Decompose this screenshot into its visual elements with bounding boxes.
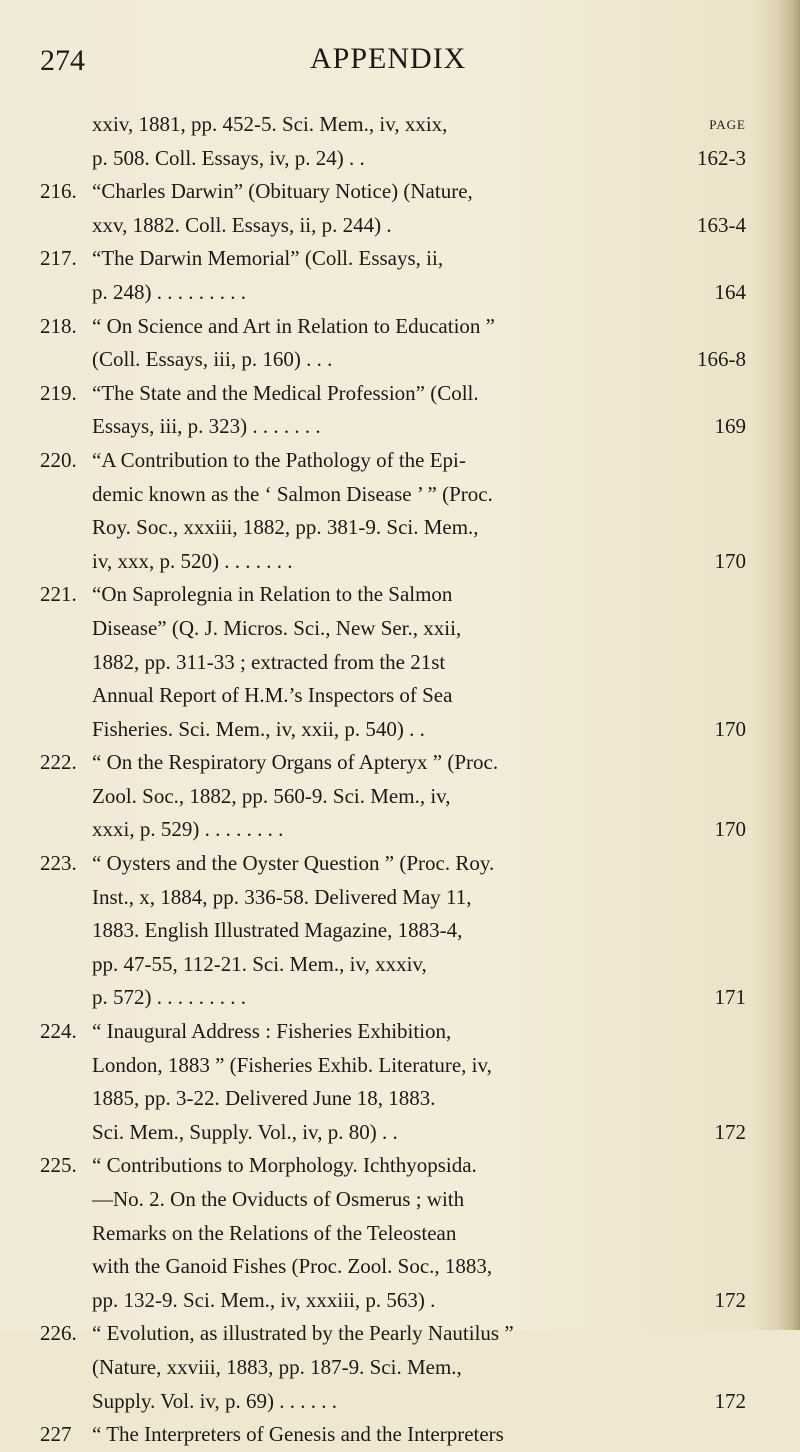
entry-line (40, 142, 746, 176)
page-edge-shadow (778, 0, 800, 1330)
bibliography-entry (40, 242, 746, 309)
running-head: APPENDIX (310, 42, 467, 75)
bibliography-entry (40, 175, 746, 242)
entry-text: (Nature, xxviii, 1883, pp. 187-9. Sci. Mem., (92, 1354, 462, 1379)
entry-line (40, 713, 746, 747)
entry-page-ref: 162-3 (697, 145, 746, 170)
entry-page-ref: 172 (714, 1287, 746, 1312)
entry-text: Sci. Mem., Supply. Vol., iv, p. 80) . . (92, 1119, 398, 1144)
entry-text: 1885, pp. 3-22. Delivered June 18, 1883. (92, 1086, 436, 1111)
entry-text: Supply. Vol. iv, p. 69) . . . . . . (92, 1388, 338, 1413)
entry-number: 226. (40, 1321, 77, 1346)
bibliography-entry (40, 578, 746, 746)
entry-text: “ The Interpreters of Genesis and the Interpreters (92, 1422, 504, 1447)
entry-number: 218. (40, 313, 77, 338)
entry-line (40, 1385, 746, 1419)
entry-text: “ On the Respiratory Organs of Apteryx ” (Proc. (92, 750, 499, 775)
entry-line (40, 881, 746, 915)
entry-text: xxiv, 1881, pp. 452-5. Sci. Mem., iv, xxix, (92, 112, 448, 136)
entry-line (40, 948, 746, 982)
entry-line (40, 377, 746, 411)
entry-text: 1882, pp. 311-33 ; extracted from the 21st (92, 649, 446, 674)
entry-text: p. 572) . . . . . . . . . (92, 985, 246, 1010)
entry-number: 219. (40, 380, 77, 405)
entry-text: —No. 2. On the Oviducts of Osmerus ; with (92, 1187, 465, 1211)
entry-line (40, 1116, 746, 1150)
entry-line (40, 578, 746, 612)
entry-line (40, 914, 746, 948)
entry-text: “ On Science and Art in Relation to Education ” (92, 313, 495, 338)
page-number: 274 (40, 44, 85, 77)
entry-line (40, 1183, 746, 1217)
entry-line (40, 478, 746, 512)
entry-line (40, 1015, 746, 1049)
entry-text: iv, xxx, p. 520) . . . . . . . (92, 548, 293, 573)
entry-line (40, 410, 746, 444)
bibliography-entry (40, 847, 746, 1015)
entry-number: 221. (40, 582, 77, 607)
entry-page-ref: 170 (714, 548, 746, 573)
entry-line (40, 981, 746, 1015)
entry-number: 223. (40, 851, 77, 876)
entry-text: p. 508. Coll. Essays, iv, p. 24) . . (92, 145, 365, 170)
entry-line (40, 108, 746, 142)
entry-text: xxxi, p. 529) . . . . . . . . (92, 817, 284, 842)
entry-number: 216. (40, 179, 77, 204)
entry-line (40, 1082, 746, 1116)
entry-number: 225. (40, 1153, 77, 1178)
entry-page-ref: 164 (714, 279, 746, 304)
entry-line (40, 1418, 746, 1452)
bibliography-entry (40, 746, 746, 847)
entry-number: 222. (40, 750, 77, 775)
entry-page-ref: 171 (714, 985, 746, 1010)
entry-line (40, 612, 746, 646)
entry-text: Roy. Soc., xxxiii, 1882, pp. 381-9. Sci. Mem., (92, 515, 479, 540)
entry-line (40, 1149, 746, 1183)
entry-line (40, 545, 746, 579)
entry-number: 217. (40, 246, 77, 271)
entry-number: 227 (40, 1422, 72, 1447)
bibliography-entry (40, 377, 746, 444)
entry-text: “ Contributions to Morphology. Ichthyopsida. (92, 1153, 477, 1178)
entry-line (40, 746, 746, 780)
entry-page-ref: 163-4 (697, 212, 746, 237)
entry-line (40, 310, 746, 344)
entry-line (40, 209, 746, 243)
entry-text: “ Inaugural Address : Fisheries Exhibition, (92, 1019, 452, 1044)
entry-line (40, 343, 746, 377)
entry-text: London, 1883 ” (Fisheries Exhib. Literature, iv, (92, 1052, 492, 1077)
entry-text: “ Evolution, as illustrated by the Pearly Nautilus ” (92, 1321, 514, 1346)
entry-text: “ Oysters and the Oyster Question ” (Proc. Roy. (92, 851, 495, 876)
entry-text: with the Ganoid Fishes (Proc. Zool. Soc., 1883, (92, 1254, 493, 1279)
entry-text: demic known as the ‘ Salmon Disease ’ ” (Proc. (92, 481, 493, 506)
entry-line (40, 1049, 746, 1083)
entry-text: Remarks on the Relations of the Teleostean (92, 1220, 457, 1245)
entry-page-ref: 169 (714, 414, 746, 439)
entry-line (40, 679, 746, 713)
entry-text: (Coll. Essays, iii, p. 160) . . . (92, 347, 333, 372)
bibliography-entry (40, 1317, 746, 1418)
entry-text: Annual Report of H.M.’s Inspectors of Sea (92, 683, 453, 708)
entry-line (40, 444, 746, 478)
entry-text: Inst., x, 1884, pp. 336-58. Delivered May 11, (92, 884, 472, 909)
entry-text: Zool. Soc., 1882, pp. 560-9. Sci. Mem., iv, (92, 783, 451, 808)
entry-page-ref: 170 (714, 716, 746, 741)
entry-line (40, 1284, 746, 1318)
bibliography-list (40, 108, 746, 1452)
entry-text: xxv, 1882. Coll. Essays, ii, p. 244) . (92, 212, 392, 237)
entry-text: p. 248) . . . . . . . . . (92, 279, 246, 304)
entry-line (40, 242, 746, 276)
entry-line (40, 813, 746, 847)
entry-text: “On Saprolegnia in Relation to the Salmon (92, 582, 453, 607)
entry-page-ref: 170 (714, 817, 746, 842)
entry-line (40, 511, 746, 545)
bibliography-entry (40, 444, 746, 578)
bibliography-entry (40, 310, 746, 377)
entry-line (40, 1317, 746, 1351)
entry-line (40, 1217, 746, 1251)
entry-line (40, 1351, 746, 1385)
bibliography-entry (40, 1015, 746, 1149)
entry-number: 220. (40, 447, 77, 472)
entry-text: Essays, iii, p. 323) . . . . . . . (92, 414, 321, 439)
entry-text: “The Darwin Memorial” (Coll. Essays, ii, (92, 246, 444, 271)
entry-line (40, 780, 746, 814)
entry-text: “A Contribution to the Pathology of the Epi- (92, 447, 466, 472)
bibliography-entry (40, 108, 746, 175)
page-column-label: PAGE (709, 117, 746, 132)
entry-text: pp. 132-9. Sci. Mem., iv, xxxiii, p. 563) . (92, 1287, 436, 1312)
entry-text: “The State and the Medical Profession” (Coll. (92, 380, 479, 405)
entry-line (40, 276, 746, 310)
entry-page-ref: 166-8 (697, 347, 746, 372)
entry-page-ref: 172 (714, 1119, 746, 1144)
entry-text: “Charles Darwin” (Obituary Notice) (Nature, (92, 179, 473, 204)
entry-text: Disease” (Q. J. Micros. Sci., New Ser., xxii, (92, 615, 462, 640)
entry-text: pp. 47-55, 112-21. Sci. Mem., iv, xxxiv, (92, 951, 427, 976)
bibliography-entry (40, 1149, 746, 1317)
entry-text: Fisheries. Sci. Mem., iv, xxii, p. 540) . . (92, 716, 425, 741)
entry-line (40, 847, 746, 881)
page-header (40, 40, 740, 90)
entry-line (40, 175, 746, 209)
entry-line (40, 646, 746, 680)
entry-line (40, 1250, 746, 1284)
entry-text: 1883. English Illustrated Magazine, 1883-4, (92, 918, 463, 943)
bibliography-entry (40, 1418, 746, 1452)
entry-page-ref: 172 (714, 1388, 746, 1413)
entry-number: 224. (40, 1019, 77, 1044)
